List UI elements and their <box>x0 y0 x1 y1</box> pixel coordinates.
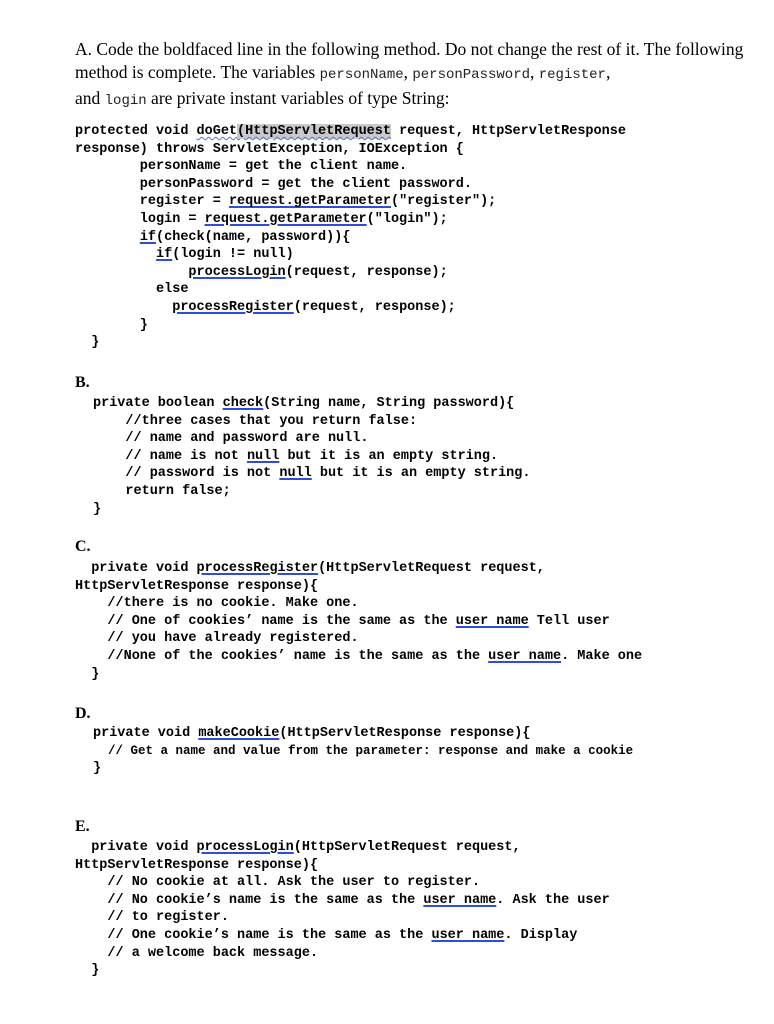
section-label-e: E. <box>75 818 90 835</box>
code-line: HttpServletResponse response){ <box>75 578 319 594</box>
code-block-process-register <box>75 560 642 683</box>
code-block-doget <box>75 123 626 352</box>
code-line: private void <box>75 840 197 855</box>
code-line: . Ask the user <box>496 892 610 908</box>
code-line: protected void <box>75 124 197 139</box>
code-underlined: user name <box>431 927 505 943</box>
intro-comma: , <box>605 62 611 82</box>
code-line: // One cookie’s name is the same as the <box>75 927 432 943</box>
code-underlined: if <box>156 247 173 263</box>
code-line: . Make one <box>561 648 643 664</box>
code-line: personPassword = get the client password. <box>75 176 472 192</box>
code-line: //there is no cookie. Make one. <box>75 596 359 612</box>
intro-comma: , <box>403 62 413 82</box>
code-line: } <box>93 761 102 777</box>
code-line <box>75 230 140 245</box>
code-underlined: processRegister <box>196 561 319 576</box>
section-label-c: C. <box>75 538 91 555</box>
var-person-password: personPassword <box>412 67 530 83</box>
code-line: // password is not <box>93 466 280 482</box>
code-line: private void <box>93 726 199 741</box>
code-line: . Display <box>504 927 578 943</box>
code-line: private boolean <box>93 396 223 411</box>
code-underlined: request.getParameter <box>228 194 391 210</box>
code-line: personName = get the client name. <box>75 159 408 175</box>
code-line: register = <box>75 194 229 210</box>
code-line: } <box>75 335 100 351</box>
code-line: response) throws ServletException, IOException { <box>75 141 464 157</box>
code-line: } <box>75 666 100 682</box>
code-line: } <box>93 501 102 517</box>
code-block-process-login <box>75 839 610 980</box>
intro-text: and <box>75 88 105 108</box>
intro-text: are private instant variables of type String: <box>146 88 450 108</box>
code-line: // No cookie at all. Ask the user to register. <box>75 875 481 891</box>
code-line: return false; <box>93 483 231 499</box>
code-line: private void <box>75 561 197 576</box>
section-label-b: B. <box>75 374 90 391</box>
code-line: but it is an empty string. <box>311 466 531 482</box>
code-line: (HttpServletRequest request, <box>318 561 545 576</box>
code-underlined: user name <box>455 613 529 629</box>
code-underlined: null <box>279 466 312 482</box>
code-line: (check(name, password)){ <box>156 229 351 245</box>
code-line: (HttpServletRequest request, <box>293 840 521 855</box>
code-line: } <box>75 963 100 979</box>
code-line: ("register"); <box>390 194 497 210</box>
code-underlined: processLogin <box>188 264 286 280</box>
code-underlined: user name <box>488 648 562 664</box>
code-line: } <box>75 317 148 333</box>
code-line: // you have already registered. <box>75 631 359 647</box>
code-block-check <box>93 395 531 518</box>
question-a-intro <box>75 38 747 113</box>
code-underlined: request.getParameter <box>204 211 367 227</box>
intro-comma: , <box>530 62 539 82</box>
var-login: login <box>104 93 147 109</box>
code-line: (String name, String password){ <box>263 396 515 411</box>
var-register: register <box>538 67 606 83</box>
code-line: // Get a name and value from the parameter: response and make a cookie <box>93 743 634 758</box>
code-line: (request, response); <box>293 299 456 315</box>
intro-text: A. Code the boldfaced line in the following method. Do not change the rest of it. The following method is complete. The variables <box>75 39 744 82</box>
code-underlined: if <box>139 229 157 245</box>
code-line <box>75 300 172 315</box>
code-line <box>75 265 188 280</box>
code-line: Tell user <box>528 613 610 629</box>
code-line: //three cases that you return false: <box>93 413 418 429</box>
code-underlined: check <box>222 396 264 411</box>
code-underlined: processLogin <box>196 840 294 855</box>
code-highlight: (HttpServletRequest <box>237 124 391 139</box>
code-line: (request, response); <box>285 264 448 280</box>
code-line: but it is an empty string. <box>279 448 499 464</box>
code-line <box>75 247 156 262</box>
code-line: // No cookie’s name is the same as the <box>75 892 424 908</box>
code-line: // to register. <box>75 910 229 926</box>
section-label-d: D. <box>75 705 91 722</box>
code-line: request, HttpServletResponse <box>390 124 626 139</box>
code-line: ("login"); <box>366 211 448 227</box>
code-line: //None of the cookies’ name is the same as the <box>75 648 489 664</box>
code-method-name: doGet <box>196 124 238 139</box>
code-line: // name is not <box>93 448 247 464</box>
code-block-make-cookie <box>93 725 633 778</box>
code-line: else <box>75 282 189 298</box>
code-underlined: processRegister <box>172 299 294 315</box>
code-line: // name and password are null. <box>93 431 369 447</box>
code-underlined: makeCookie <box>198 726 280 741</box>
code-line: (HttpServletResponse response){ <box>279 726 531 741</box>
code-line: login = <box>75 211 205 227</box>
code-underlined: user name <box>423 892 497 908</box>
var-person-name: personName <box>319 67 404 83</box>
code-underlined: null <box>246 448 280 464</box>
code-line: // One of cookies’ name is the same as the <box>75 613 456 629</box>
code-line: // a welcome back message. <box>75 945 319 961</box>
code-line: HttpServletResponse response){ <box>75 857 319 873</box>
code-line: (login != null) <box>172 247 294 263</box>
